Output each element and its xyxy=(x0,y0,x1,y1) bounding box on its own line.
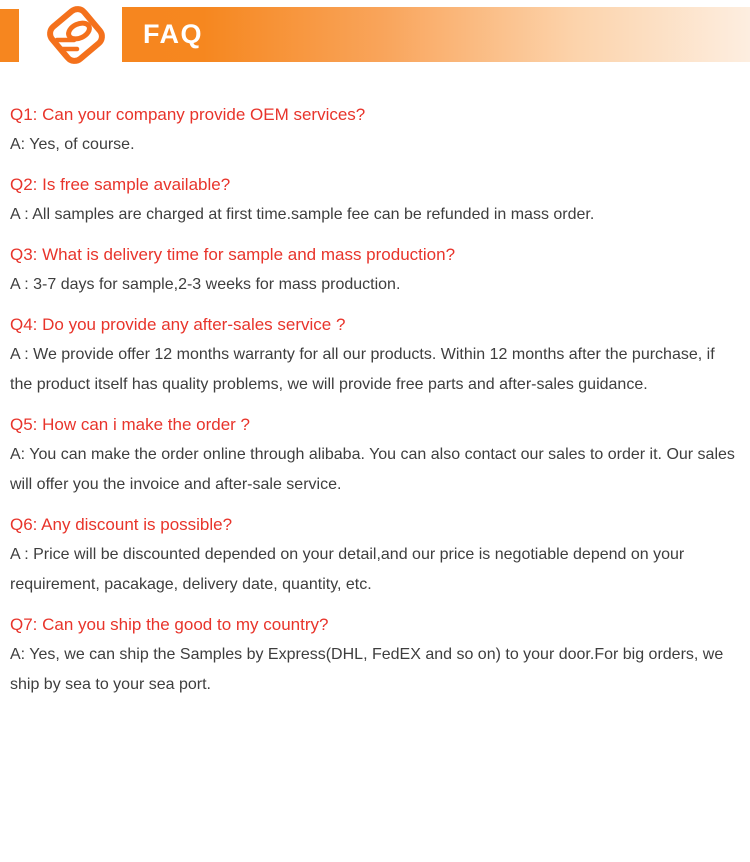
faq-item-2 xyxy=(10,170,740,230)
faq-question: Q5: How can i make the order ? xyxy=(10,415,251,434)
faq-banner xyxy=(122,7,750,62)
faq-question: Q7: Can you ship the good to my country? xyxy=(10,615,329,634)
faq-answer: A : We provide offer 12 months warranty for all our products. Within 12 months after the purchase, if the product itself has quality problems, we will provide free parts and after-sales guidance. xyxy=(10,346,715,393)
faq-question: Q2: Is free sample available? xyxy=(10,175,231,194)
faq-item-1 xyxy=(10,100,740,160)
faq-item-7 xyxy=(10,610,740,700)
faq-answer: A : All samples are charged at first time.sample fee can be refunded in mass order. xyxy=(10,206,595,223)
faq-list xyxy=(0,100,750,700)
page-header xyxy=(0,0,750,70)
faq-question: Q4: Do you provide any after-sales service ? xyxy=(10,315,346,334)
faq-question: Q6: Any discount is possible? xyxy=(10,515,233,534)
faq-question: Q1: Can your company provide OEM services? xyxy=(10,105,366,124)
faq-item-6 xyxy=(10,510,740,600)
faq-answer: A: Yes, we can ship the Samples by Express(DHL, FedEX and so on) to your door.For big orders, we ship by sea to your sea port. xyxy=(10,646,724,693)
faq-answer: A : 3-7 days for sample,2-3 weeks for mass production. xyxy=(10,276,401,293)
page-title: FAQ xyxy=(143,19,204,49)
faq-item-3 xyxy=(10,240,740,300)
orange-accent-square xyxy=(0,9,19,62)
faq-item-4 xyxy=(10,310,740,400)
faq-question: Q3: What is delivery time for sample and mass production? xyxy=(10,245,456,264)
faq-answer: A: You can make the order online through alibaba. You can also contact our sales to order it. Our sales will offer you the invoice and after-sale service. xyxy=(10,446,735,493)
faq-answer: A: Yes, of course. xyxy=(10,136,135,153)
company-diamond-logo-icon xyxy=(43,2,109,68)
faq-item-5 xyxy=(10,410,740,500)
faq-answer: A : Price will be discounted depended on your detail,and our price is negotiable depend on your requirement, pacakage, delivery date, quantity, etc. xyxy=(10,546,685,593)
